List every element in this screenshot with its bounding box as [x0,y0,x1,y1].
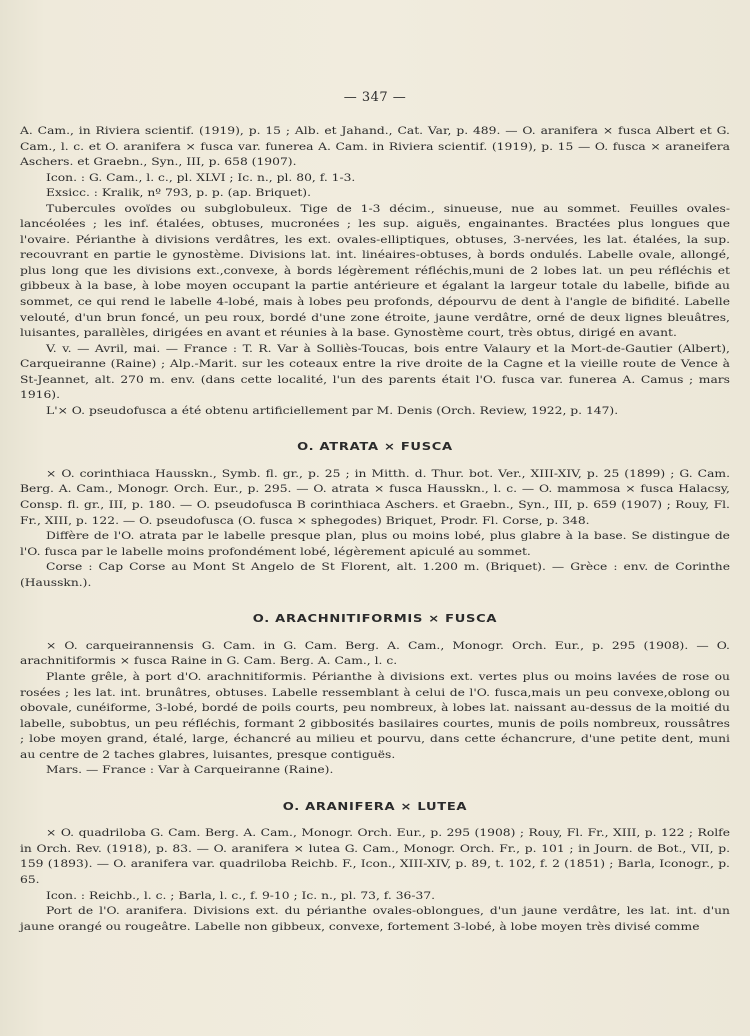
page-body [20,124,730,935]
paragraph: Icon. : Reichb., l. c. ; Barla, l. c., f. 9-10 ; Ic. n., pl. 73, f. 36-37. [46,889,436,902]
section-heading: O. ARANIFERA × LUTEA [282,799,468,813]
section-heading: O. ATRATA × FUSCA [297,440,453,454]
page-number: — 347 — [343,90,407,105]
paragraph: × O. corinthiaca Hausskn., Symb. fl. gr., p. 25 ; in Mitth. d. Thur. bot. Ver., XIII-XIV, p. 25 (1899) ; G. Cam. Berg. A. Cam., Monogr. Orch. Eur., p. 295. — O. atrata × fusca Hausskn., l. c. — O. mammosa × fusca Halacsy, Consp. fl. gr., III, p. 180. — O. pseudofusca B corinthiaca Aschers. et Graebn., Syn., III, p. 659 (1907) ; Rouy, Fl. Fr., XIII, p. 122. — O. pseudofusca (O. fusca × sphegodes) Briquet, Prodr. Fl. Corse, p. 348. [20,467,730,527]
paragraph: Diffère de l'O. atrata par le labelle presque plan, plus ou moins lobé, plus glabre à la base. Se distingue de l'O. fusca par le labelle moins profondément lobé, légèrement apiculé au sommet. [20,530,730,558]
paragraph: × O. carqueirannensis G. Cam. in G. Cam. Berg. A. Cam., Monogr. Orch. Eur., p. 295 (1908). — O. arachnitiformis × fusca Raine in G. Cam. Berg. A. Cam., l. c. [20,639,730,668]
paragraph: A. Cam., in Riviera scientif. (1919), p. 15 ; Alb. et Jahand., Cat. Var, p. 489. — O. aranifera × fusca Albert et G. Cam., l. c. et O. aranifera × fusca var. funerea A. Cam. in Riviera scientif. (1919), p. 15 — O. fusca × araneifera Aschers. et Graebn., Syn., III, p. 658 (1907). [20,125,730,169]
paragraph: × O. quadriloba G. Cam. Berg. A. Cam., Monogr. Orch. Eur., p. 295 (1908) ; Rouy, Fl. Fr., XIII, p. 122 ; Rolfe in Orch. Rev. (1918), p. 83. — O. aranifera × lutea G. Cam., Monogr. Orch. Fr., p. 101 ; in Journ. de Bot., VII, p. 159 (1893). — O. aranifera var. quadriloba Reichb. F., Icon., XIII-XIV, p. 89, t. 102, f. 2 (1851) ; Barla, Iconogr., p. 65. [20,827,730,886]
paragraph: Plante grêle, à port d'O. arachnitiformis. Périanthe à divisions ext. vertes plus ou moins lavées de rose ou rosées ; les lat. int. brunâtres, obtuses. Labelle ressemblant à celui de l'O. fusca,mais un peu convexe,oblong ou obovale, cunéiforme, 3-lobé, bordé de poils courts, peu nombreux, à lobes lat. naissant au-dessus de la moitié du labelle, subobtus, un peu réfléchis, formant 2 gibbosités basilaires courtes, munis de poils nombreux, roussâtres ; lobe moyen grand, étalé, large, échancré au milieu et pourvu, dans cette échancrure, d'une petite dent, muni au centre de 2 taches glabres, luisantes, presque contiguës. [20,670,730,761]
paragraph: Port de l'O. aranifera. Divisions ext. du périanthe ovales-oblongues, d'un jaune verdâtre, les lat. int. d'un jaune orangé ou rougeâtre. Labelle non gibbeux, convexe, fortement 3-lobé, à lobe moyen très divisé comme [20,905,730,933]
paragraph: Icon. : G. Cam., l. c., pl. XLVI ; Ic. n., pl. 80, f. 1-3. [46,171,356,184]
paragraph: Exsicc. : Kralik, nº 793, p. p. (ap. Briquet). [46,187,311,200]
paragraph: Tubercules ovoïdes ou subglobuleux. Tige de 1-3 décim., sinueuse, nue au sommet. Feuilles ovales-lancéolées ; les inf. étalées, obtuses, mucronées ; les sup. aiguës, engainantes. Bractées plus longues que l'ovaire. Périanthe à divisions verdâtres, les ext. ovales-elliptiques, obtuses, 3-nervées, les lat. étalées, la sup. recouvrant en partie le gynostème. Divisions lat. int. linéaires-obtuses, à bords ondulés. Labelle ovale, allongé, plus long que les divisions ext.,convexe, à bords légèrement réfléchis,muni de 2 lobes lat. un peu réfléchis et gibbeux à la base, à lobe moyen occupant la partie antérieure et égalant la largeur totale du labelle, bifide au sommet, ce qui rend le labelle 4-lobé, mais à lobes peu profonds, dépourvu de dent à l'angle de bifidité. Labelle velouté, d'un brun foncé, un peu roux, bordé d'une zone étroite, jaune verdâtre, orné de deux lignes bleuâtres, luisantes, parallèles, dirigées en avant et réunies à la base. Gynostème court, très obtus, dirigé en avant. [20,202,730,340]
paragraph: Mars. — France : Var à Carqueiranne (Raine). [46,764,334,777]
paragraph: L'× O. pseudofusca a été obtenu artificiellement par M. Denis (Orch. Review, 1922, p. 147). [46,404,619,417]
section-heading: O. ARACHNITIFORMIS × FUSCA [252,612,498,626]
paragraph: V. v. — Avril, mai. — France : T. R. Var à Solliès-Toucas, bois entre Valaury et la Mort-de-Gautier (Albert), Carqueiranne (Raine) ; Alp.-Marit. sur les coteaux entre la rive droite de la Cagne et la vieille route de Vence à St-Jeannet, alt. 270 m. env. (dans cette localité, l'un des parents était l'O. fusca var. funerea A. Camus ; mars 1916). [20,342,730,402]
paragraph: Corse : Cap Corse au Mont St Angelo de St Florent, alt. 1.200 m. (Briquet). — Grèce : env. de Corinthe (Hausskn.). [20,561,730,589]
